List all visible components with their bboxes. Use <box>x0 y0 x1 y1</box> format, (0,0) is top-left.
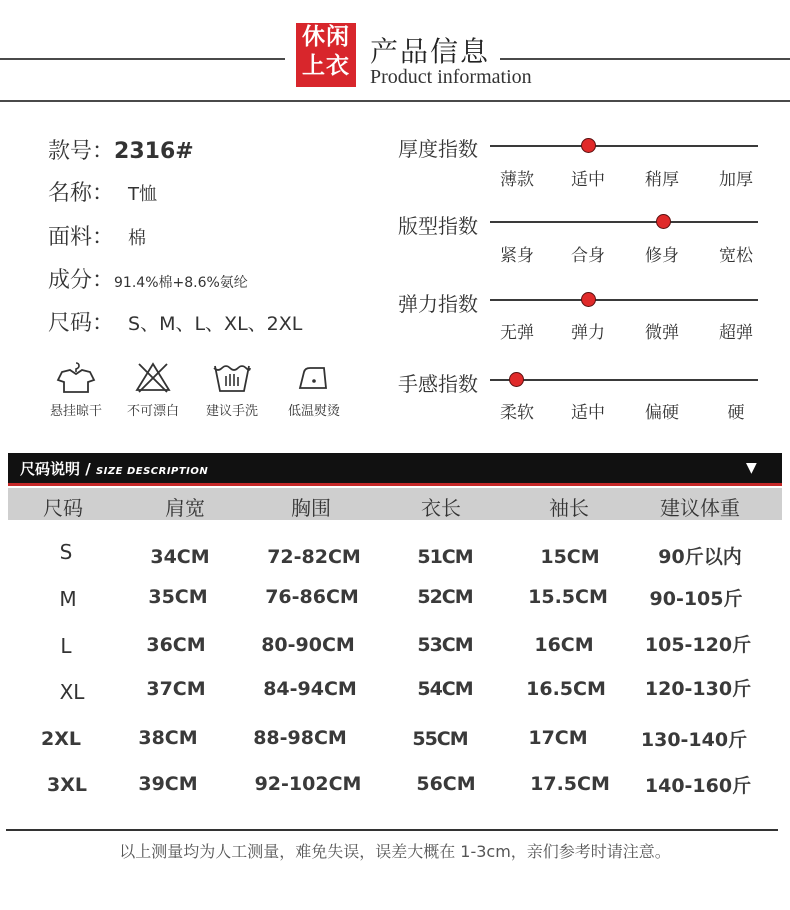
table-header-sleeve: 袖长 <box>549 496 589 520</box>
table-cell-chest: 88-98CM <box>253 727 347 749</box>
index-title-elasticity: 弹力指数 <box>398 292 478 316</box>
index-option: 适中 <box>571 170 605 190</box>
care-label: 不可漂白 <box>126 404 179 419</box>
table-cell-sleeve: 16CM <box>534 634 594 656</box>
index-title-hand-feel: 手感指数 <box>398 372 478 396</box>
table-cell-chest: 80-90CM <box>261 634 355 656</box>
table-cell-length: 51CM <box>417 546 473 568</box>
size-section-title-cn: 尺码说明 <box>20 460 81 478</box>
table-cell-weight: 90-105斤 <box>649 588 743 610</box>
header-rule-right <box>500 58 790 60</box>
table-cell-weight: 130-140斤 <box>640 729 748 751</box>
index-marker <box>509 372 524 387</box>
table-cell-weight: 140-160斤 <box>644 775 752 797</box>
index-option: 加厚 <box>719 170 753 190</box>
no-bleach-icon <box>131 360 175 394</box>
size-section-sep: / <box>80 460 96 478</box>
table-cell-size: L <box>60 634 72 658</box>
info-value: 棉 <box>128 228 147 249</box>
index-option: 合身 <box>571 246 605 266</box>
info-label: 面料： <box>48 225 115 250</box>
size-section-subtitle: SIZE DESCRIPTION <box>95 466 209 477</box>
index-track <box>490 299 758 301</box>
page-subtitle: Product information <box>370 66 532 88</box>
index-option: 修身 <box>645 246 679 266</box>
table-cell-weight: 90斤以内 <box>658 546 742 568</box>
index-option: 柔软 <box>500 403 534 423</box>
index-marker <box>656 214 671 229</box>
header-rule-bottom <box>0 100 790 102</box>
table-cell-weight: 120-130斤 <box>644 678 752 700</box>
care-hand-wash <box>200 360 264 419</box>
info-fabric <box>48 220 146 251</box>
index-track <box>490 221 758 223</box>
table-cell-shoulder: 39CM <box>138 773 198 795</box>
info-sizes <box>48 306 302 337</box>
info-value: 2316# <box>114 139 194 164</box>
info-label: 成分： <box>48 268 115 293</box>
table-cell-shoulder: 36CM <box>146 634 206 656</box>
table-cell-chest: 84-94CM <box>263 678 357 700</box>
table-cell-size: 3XL <box>47 774 87 796</box>
care-low-iron <box>282 360 346 419</box>
care-label: 低温熨烫 <box>287 404 340 419</box>
hand-wash-icon <box>210 360 254 394</box>
index-option: 硬 <box>727 403 745 423</box>
info-label: 款号： <box>48 139 115 164</box>
table-cell-chest: 72-82CM <box>267 546 361 568</box>
table-cell-sleeve: 15.5CM <box>528 586 608 608</box>
table-header-size: 尺码 <box>43 496 83 520</box>
table-header-weight: 建议体重 <box>660 496 740 520</box>
table-cell-chest: 92-102CM <box>254 773 362 795</box>
hang-dry-icon <box>54 360 98 394</box>
table-cell-size: 2XL <box>41 728 81 750</box>
table-cell-sleeve: 17.5CM <box>530 773 610 795</box>
info-label: 尺码： <box>48 311 115 336</box>
care-no-bleach <box>121 360 185 419</box>
index-marker <box>581 138 596 153</box>
care-hang-dry <box>44 360 108 419</box>
table-cell-shoulder: 35CM <box>148 586 208 608</box>
size-section-title <box>20 458 208 479</box>
index-option: 微弹 <box>645 323 679 343</box>
table-cell-length: 53CM <box>417 634 473 656</box>
table-cell-shoulder: 38CM <box>138 727 198 749</box>
table-header-chest: 胸围 <box>291 496 331 520</box>
index-option: 宽松 <box>719 246 753 266</box>
index-option: 稍厚 <box>645 170 679 190</box>
logo-line-2: 上衣 <box>302 53 350 79</box>
table-cell-size: S <box>59 540 73 564</box>
page-title: 产品信息 <box>370 35 491 68</box>
info-label: 名称： <box>48 181 115 206</box>
table-cell-weight: 105-120斤 <box>644 634 752 656</box>
header-rule-left <box>0 58 285 60</box>
index-option: 紧身 <box>500 246 534 266</box>
info-value: 91.4%棉+8.6%氨纶 <box>114 275 248 291</box>
info-style-number <box>48 134 194 165</box>
banner-accent-line <box>8 483 782 486</box>
footer-rule <box>6 829 778 831</box>
info-value: T恤 <box>128 184 158 205</box>
logo-line-1: 休闲 <box>302 24 350 50</box>
table-cell-sleeve: 17CM <box>528 727 588 749</box>
table-cell-sleeve: 16.5CM <box>526 678 606 700</box>
index-option: 偏硬 <box>645 403 679 423</box>
index-track <box>490 145 758 147</box>
table-cell-length: 52CM <box>417 586 473 608</box>
table-cell-sleeve: 15CM <box>540 546 600 568</box>
table-cell-shoulder: 37CM <box>146 678 206 700</box>
table-cell-chest: 76-86CM <box>265 586 359 608</box>
table-cell-shoulder: 34CM <box>150 546 210 568</box>
care-label: 建议手洗 <box>205 404 258 419</box>
index-option: 弹力 <box>571 323 605 343</box>
table-header-shoulder: 肩宽 <box>165 496 205 520</box>
table-cell-size: XL <box>59 680 85 704</box>
index-option: 适中 <box>571 403 605 423</box>
index-title-thickness: 厚度指数 <box>398 137 478 161</box>
info-value: S、M、L、XL、2XL <box>128 313 303 335</box>
table-cell-length: 56CM <box>416 773 476 795</box>
index-option: 无弹 <box>500 323 534 343</box>
table-header-length: 衣长 <box>421 496 461 520</box>
low-iron-icon <box>292 360 336 394</box>
index-title-fit: 版型指数 <box>398 214 478 238</box>
table-cell-length: 55CM <box>412 728 468 750</box>
index-marker <box>581 292 596 307</box>
index-option: 超弹 <box>719 323 753 343</box>
info-name <box>48 176 157 207</box>
index-track <box>490 379 758 381</box>
triangle-down-icon: ▼ <box>746 460 757 476</box>
care-label: 悬挂晾干 <box>49 404 102 419</box>
index-option: 薄款 <box>500 170 534 190</box>
table-cell-length: 54CM <box>417 678 473 700</box>
measurement-note: 以上测量均为人工测量，难免失误，误差大概在 1-3cm，亲们参考时请注意。 <box>119 842 671 861</box>
table-cell-size: M <box>59 587 77 611</box>
brand-logo <box>296 23 356 87</box>
info-composition <box>48 263 248 294</box>
